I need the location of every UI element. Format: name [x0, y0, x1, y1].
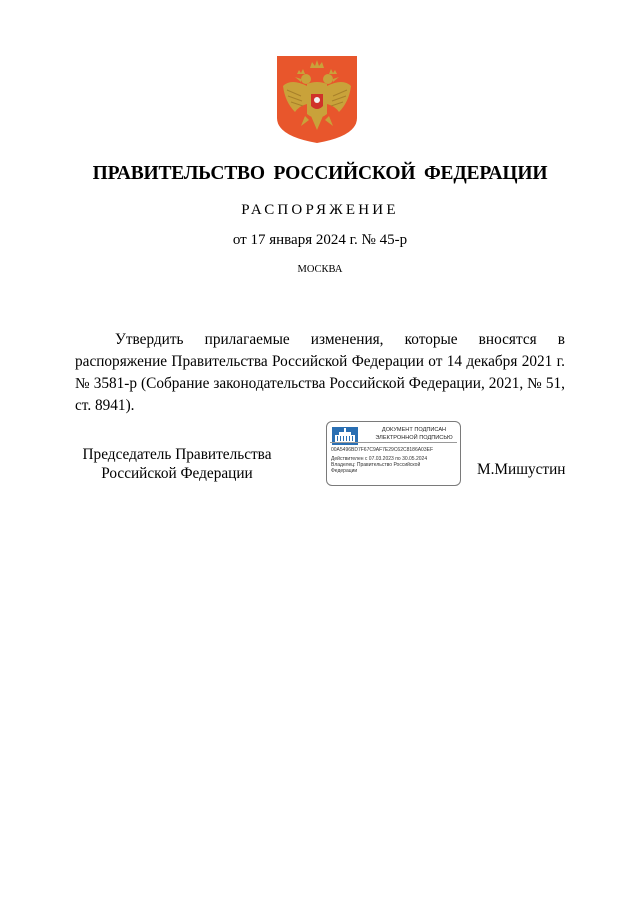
signer-name: М.Мишустин	[477, 461, 566, 478]
document-date-number: от 17 января 2024 г. № 45-р	[232, 232, 408, 248]
stamp-owner-line2: Федерации	[331, 468, 358, 474]
stamp-title	[369, 426, 459, 442]
stamp-title-line2: ЭЛЕКТРОННОЙ ПОДПИСЬЮ	[375, 435, 453, 441]
coat-of-arms-icon	[277, 56, 357, 143]
government-title: ПРАВИТЕЛЬСТВО РОССИЙСКОЙ ФЕДЕРАЦИИ	[92, 163, 548, 184]
electronic-signature-stamp	[326, 421, 461, 486]
signer-position-line1: Председатель Правительства	[82, 446, 272, 463]
signer-position-line2: Российской Федерации	[101, 465, 253, 482]
order-paragraph: Утвердить прилагаемые изменения, которые вносятся в распоряжение Правительства Российской Федерации от 14 декабря 2021 г. № 3581-р (Собрание законодательства Российской Федерации, 2021, № 51, ст. 8941).	[75, 331, 565, 414]
stamp-title-line1: ДОКУМЕНТ ПОДПИСАН	[381, 427, 447, 433]
stamp-validity: Действителен с 07.03.2023 по 30.05.2024	[331, 456, 428, 462]
document-city: МОСКВА	[297, 264, 343, 275]
stamp-divider	[330, 442, 457, 443]
stamp-certificate: 00A5496BD7F67C9AF7E29C62C8186A03EF	[331, 447, 434, 453]
stamp-owner-line1: Владелец: Правительство Российской	[331, 462, 421, 468]
document-type: РАСПОРЯЖЕНИЕ	[241, 202, 399, 218]
signer-position	[62, 445, 292, 483]
